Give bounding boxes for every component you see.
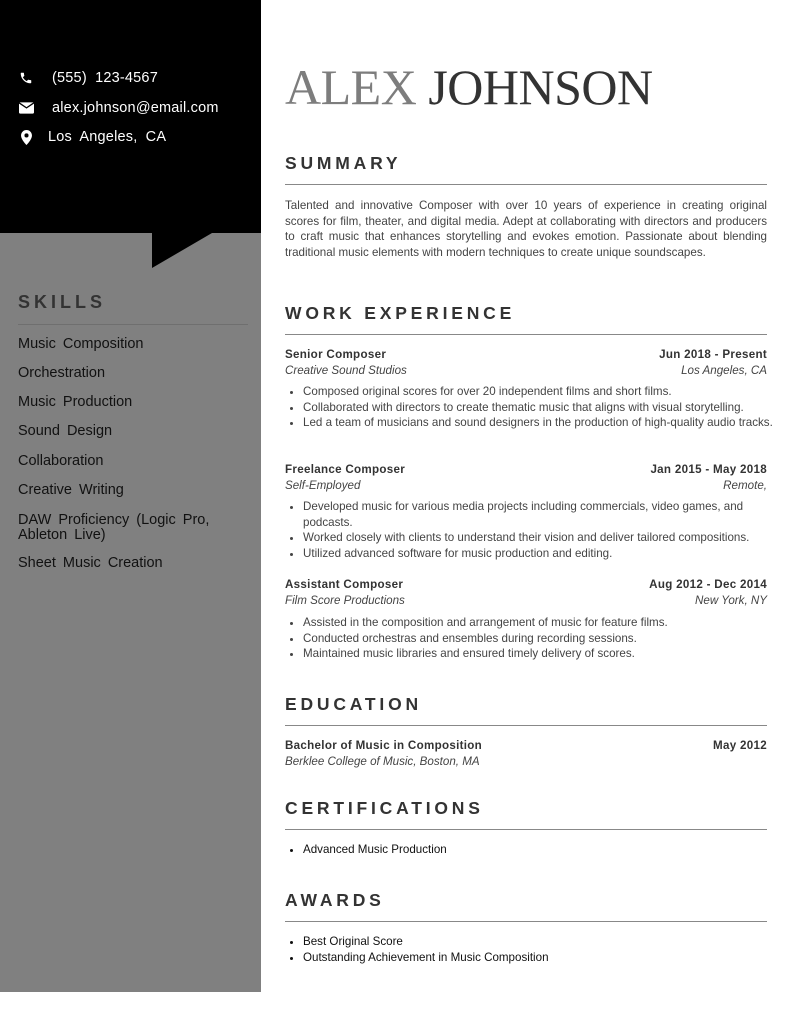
contact-phone [18, 70, 158, 86]
contact-location [18, 129, 166, 145]
summary-title: SUMMARY [285, 153, 402, 173]
job-role: Freelance Composer [285, 463, 406, 476]
phone-icon [18, 70, 34, 86]
experience-divider [285, 334, 767, 335]
job-subheader [285, 594, 767, 607]
skill-item: Sheet Music Creation [18, 555, 163, 571]
awards-divider [285, 921, 767, 922]
skill-item: DAW Proficiency (Logic Pro, Ableton Live) [18, 512, 210, 543]
job-subheader [285, 364, 767, 377]
education-header [285, 739, 767, 752]
job-dates: Aug 2012 - Dec 2014 [649, 578, 767, 591]
job-dates: Jan 2015 - May 2018 [650, 463, 767, 476]
job-header [285, 348, 767, 361]
contact-block [0, 0, 261, 233]
education-title: EDUCATION [285, 694, 422, 714]
summary-text: Talented and innovative Composer with over 10 years of experience in creating original scores for film, theater, and digital media. Adept at collaborating with directors and producers to craft music that enhances storytelling and evokes emotion. Passionate about blending traditional music elements with modern techniques to create unique soundscapes. [285, 199, 767, 260]
contact-email [18, 100, 219, 116]
skill-item: Sound Design [18, 423, 113, 439]
skill-item: Collaboration [18, 453, 104, 469]
contact-block-notch [152, 233, 212, 268]
education-divider [285, 725, 767, 726]
job-bullets [285, 615, 785, 662]
job-bullets [285, 384, 785, 431]
skills-title: SKILLS [18, 292, 107, 312]
job-bullet: • Worked closely with clients to understand their vision and deliver tailored compositions. [303, 530, 785, 546]
job-bullet: • Developed music for various media projects including commercials, video games, and podcasts. [303, 499, 785, 530]
job-company: Self-Employed [285, 479, 361, 492]
job-bullet: • Led a team of musicians and sound designers in the production of high-quality audio tracks. [303, 415, 785, 431]
awards-list [285, 934, 785, 965]
certifications-divider [285, 829, 767, 830]
envelope-icon [18, 100, 34, 116]
last-name: JOHNSON [428, 59, 653, 115]
job-location: Los Angeles, CA [681, 364, 767, 377]
job-bullet: • Conducted orchestras and ensembles during recording sessions. [303, 631, 785, 647]
job-dates: Jun 2018 - Present [659, 348, 767, 361]
job-subheader [285, 479, 767, 492]
skill-item: Orchestration [18, 365, 106, 381]
email-address: alex.johnson@email.com [52, 100, 219, 116]
skill-item: Creative Writing [18, 482, 124, 498]
job-header [285, 578, 767, 591]
certifications-list [285, 842, 785, 858]
summary-divider [285, 184, 767, 185]
job-role: Assistant Composer [285, 578, 404, 591]
awards-title: AWARDS [285, 890, 385, 910]
skills-divider [18, 324, 248, 325]
job-company: Creative Sound Studios [285, 364, 407, 377]
degree: Bachelor of Music in Composition [285, 739, 483, 752]
certification-item: • Advanced Music Production [303, 842, 785, 858]
graduation-date: May 2012 [713, 739, 767, 752]
education-subheader [285, 755, 767, 768]
job-location: New York, NY [695, 594, 767, 607]
job-bullet: • Collaborated with directors to create thematic music that aligns with visual storytelling. [303, 400, 785, 416]
experience-title: WORK EXPERIENCE [285, 303, 516, 323]
phone-number: (555) 123-4567 [52, 70, 158, 86]
job-bullet: • Utilized advanced software for music production and editing. [303, 546, 785, 562]
location-text: Los Angeles, CA [48, 129, 167, 145]
job-bullet: • Assisted in the composition and arrangement of music for feature films. [303, 615, 785, 631]
first-name: ALEX [285, 59, 417, 115]
skill-item: Music Composition [18, 336, 144, 352]
candidate-name [285, 58, 653, 116]
job-bullet: • Maintained music libraries and ensured timely delivery of scores. [303, 646, 785, 662]
skill-item: Music Production [18, 394, 133, 410]
job-company: Film Score Productions [285, 594, 405, 607]
school: Berklee College of Music, Boston, MA [285, 755, 480, 768]
award-item: • Best Original Score [303, 934, 785, 950]
certifications-title: CERTIFICATIONS [285, 798, 484, 818]
job-bullets [285, 499, 785, 561]
job-bullet: • Composed original scores for over 20 independent films and short films. [303, 384, 785, 400]
award-item: • Outstanding Achievement in Music Composition [303, 950, 785, 966]
map-marker-icon [18, 129, 34, 145]
job-location: Remote, [723, 479, 767, 492]
job-header [285, 463, 767, 476]
job-role: Senior Composer [285, 348, 387, 361]
